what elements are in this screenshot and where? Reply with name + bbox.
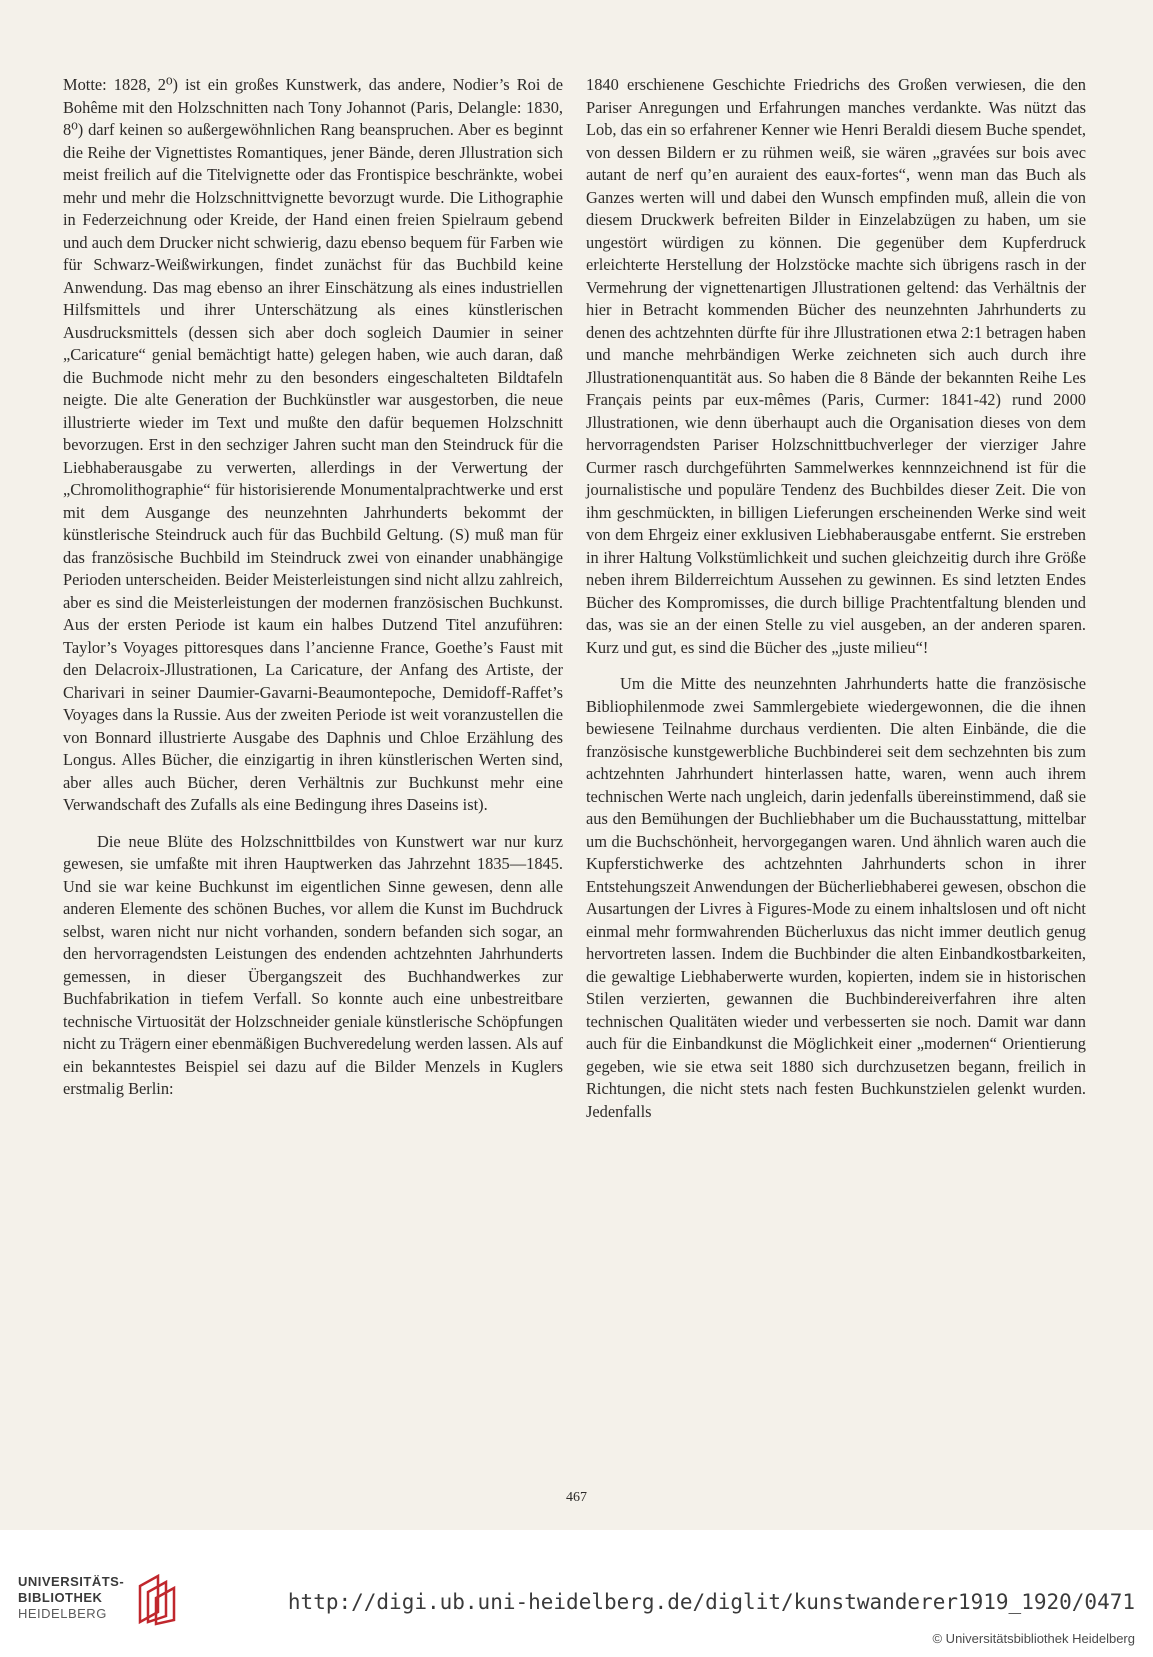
- logo-line-1: UNIVERSITÄTS-: [18, 1574, 125, 1589]
- left-column: [63, 74, 563, 1101]
- left-paragraph-2: Die neue Blüte des Holzschnittbildes von Kunstwert war nur kurz gewesen, sie umfaßte mit ihren Hauptwerken das Jahrzehnt 1835—1845. Und sie war keine Buchkunst im eigentlichen Sinne gewesen, denn alle anderen Elemente des schönen Buches, vor allem die Kunst im Buchdruck selbst, waren nicht nur nicht vorhanden, sondern befanden sich sogar, an den hervorragendsten Leistungen des endenden achtzehnten Jahrhunderts gemessen, in dieser Übergangszeit des Buchhandwerkes zur Buchfabrikation in tiefem Verfall. So konnte auch eine unbestreitbare technische Virtuosität der Holzschneider geniale künstlerische Schöpfungen nicht zu Trägern einer ebenmäßigen Buchveredelung werden lassen. Als auf ein bekanntestes Beispiel sei dazu auf die Bilder Menzels in Kuglers erstmalig Berlin:: [63, 831, 563, 1098]
- library-logo[interactable]: [18, 1574, 198, 1644]
- left-paragraph-1: Motte: 1828, 2⁰) ist ein großes Kunstwerk, das andere, Nodier’s Roi de Bohême mit den Holzschnitten nach Tony Johannot (Paris, Delangle: 1830, 8⁰) darf keinen so außergewöhnlichen Rang beanspruchen. Aber es beginnt die Reihe der Vignettistes Romantiques, jener Bände, deren Jllustration sich meist freilich auf die Titelvignette oder das Frontispice beschränkte, wobei mehr und mehr die Holzschnittvignette bevorzugt wurde. Die Lithographie in Federzeichnung oder Kreide, der Hand einen freien Spielraum gebend und auch dem Drucker nicht schwierig, dazu ebenso bequem für Farben wie für Schwarz-Weißwirkungen, findet zunächst für das Buchbild keine Anwendung. Das mag ebenso an ihrer Einschätzung als eines industriellen Hilfsmittels und ihrer Unterschätzung als eines künstlerischen Ausdrucksmittels (dessen sich aber doch sogleich Daumier in seiner „Caricature“ genial bemächtigt hatte) gelegen haben, wie auch daran, daß die Buchmode nicht mehr zu den besonders eingeschalteten Bildtafeln neigte. Die alte Generation der Buchkünstler war ausgestorben, die neue illustrierte wieder im Text und mußte den dafür bequemen Holzschnitt bevorzugen. Erst in den sechziger Jahren sucht man den Steindruck für die Liebhaberausgabe zu verwerten, allerdings in der Verwertung der „Chromolithographie“ für historisierende Monumentalprachtwerke und erst mit dem Ausgange des neunzehnten Jahrhunderts bekommt der künstlerische Steindruck auch für das Buchbild Geltung. (S) muß man für das französische Buchbild im Steindruck zwei von einander unabhängige Perioden unterscheiden. Beider Meisterleistungen sind nicht allzu zahlreich, aber es sind die Meisterleistungen der modernen französischen Buchkunst. Aus der ersten Periode ist kaum ein halbes Dutzend Titel anzuführen: Taylor’s Voyages pittoresques dans l’ancienne France, Goethe’s Faust mit den Delacroix-Jllustrationen, La Caricature, der Anfang des Artiste, der Charivari in seiner Daumier-Gavarni-Beaumontepoche, Demidoff-Raffet’s Voyages dans la Russie. Aus der zweiten Periode ist weit voranzustellen die von Bonnard illustrierte Ausgabe des Daphnis und Chloe Erzählung des Longus. Alles Bücher, die einzigartig in ihren künstlerischen Werten sind, aber alles auch Bücher, deren Verhältnis zur Buchkunst mehr eine Verwandschaft des Zufalls als eine Bedingung ihres Daseins ist).: [63, 75, 563, 814]
- library-logo-icon: [136, 1572, 180, 1626]
- copyright-notice: © Universitätsbibliothek Heidelberg: [932, 1631, 1135, 1646]
- right-paragraph-2: Um die Mitte des neunzehnten Jahrhunderts hatte die französische Bibliophilenmode zwei Sammlergebiete wiedergewonnen, die die ihnen bewiesene Teilnahme durchaus verdienten. Die alten Einbände, die die französische kunstgewerbliche Buchbinderei seit dem sechzehnten bis zum achtzehnten Jahrhundert hinterlassen hatte, waren, wenn auch ihrem technischen Werte nach ungleich, darin jedenfalls übereinstimmend, daß sie aus den Bemühungen der Buchliebhaber um die Buchausstattung, mittelbar um die Buchschönheit, hervorgegangen waren. Und ähnlich waren auch die Kupferstichwerke des achtzehnten Jahrhunderts schon in ihrer Entstehungszeit Anwendungen der Bücherliebhaberei gewesen, obschon die Ausartungen der Livres à Figures-Mode zu einem inhaltslosen und oft nicht einmal mehr formwahrenden Bücherluxus das nicht immer deutlich genug hervortreten lassen. Indem die Buchbinder die alten Einbandkostbarkeiten, die gewaltige Liebhaberwerte wurden, kopierten, indem sie in historischen Stilen verzierten, gewannen die Buchbindereiverfahren ihre alten technischen Qualitäten wieder und verbesserten sie noch. Damit war dann auch für die Einbandkunst die Möglichkeit einer „modernen“ Orientierung gegeben, wie sie etwa seit 1880 sich durchzusetzen begann, freilich in Richtungen, die nicht stets nach festen Buchkunstzielen gelenkt wurden. Jedenfalls: [586, 674, 1086, 1121]
- logo-line-2: BIBLIOTHEK: [18, 1590, 103, 1605]
- right-paragraph-1: 1840 erschienene Geschichte Friedrichs des Großen verwiesen, die den Pariser Anregungen und Erfahrungen manches verdankte. Was nützt das Lob, das ein so erfahrener Kenner wie Henri Beraldi diesem Buche spendet, von dessen Bildern er zu rühmen weiß, sie wären „gravées sur bois avec autant de nerf qu’en auraient des eaux-fortes“, wenn man das Buch als Ganzes werten will und dabei den Wunsch empfinden muß, allein die von diesem Druckwerk befreiten Bilder in Einzelabzügen zu haben, um sie ungestört würdigen zu können. Die gegenüber dem Kupferdruck erleichterte Herstellung der Holzstöcke machte sich übrigens rasch in der Vermehrung der vignettenartigen Jllustrationen geltend: das Verhältnis der hier in Betracht kommenden Bücher des neunzehnten Jahrhunderts zu denen des achtzehnten dürfte für ihre Jllustrationen etwa 2:1 betragen haben und manche mehrbändigen Werke zeichneten sich auch durch ihre Jllustrationenquantität aus. So haben die 8 Bände der bekannten Reihe Les Français peints par eux-mêmes (Paris, Curmer: 1841-42) rund 2000 Jllustrationen, wie denn überhaupt auch die Organisation dieses von dem hervorragendsten Pariser Holzschnittbuchverleger der vierziger Jahre Curmer rasch durchgeführten Sammelwerkes kennnzeichnend ist für die journalistische und populäre Tendenz des Buchbildes dieser Zeit. Die von ihm geschmückten, in billigen Lieferungen erscheinenden Werke sind weit von dem Ehrgeiz einer exklusiven Liebhaberausgabe entfernt. Sie erstreben in ihrer Haltung Volkstümlichkeit und suchen gleichzeitig durch ihre Größe neben ihrem Bilderreichtum Aussehen zu gewinnen. Es sind letzten Endes Bücher des Kompromisses, die durch billige Prachtentfaltung blenden und das, was sie an der einen Stelle zu viel ausgeben, an der anderen sparen. Kurz und gut, es sind die Bücher des „juste milieu“!: [586, 75, 1086, 657]
- footer: [0, 1530, 1153, 1657]
- page-number: 467: [566, 1490, 587, 1505]
- logo-line-3: HEIDELBERG: [18, 1606, 107, 1621]
- permalink-url[interactable]: http://digi.ub.uni-heidelberg.de/diglit/kunstwanderer1919_1920/0471: [287, 1590, 1135, 1614]
- right-column: [586, 74, 1086, 1123]
